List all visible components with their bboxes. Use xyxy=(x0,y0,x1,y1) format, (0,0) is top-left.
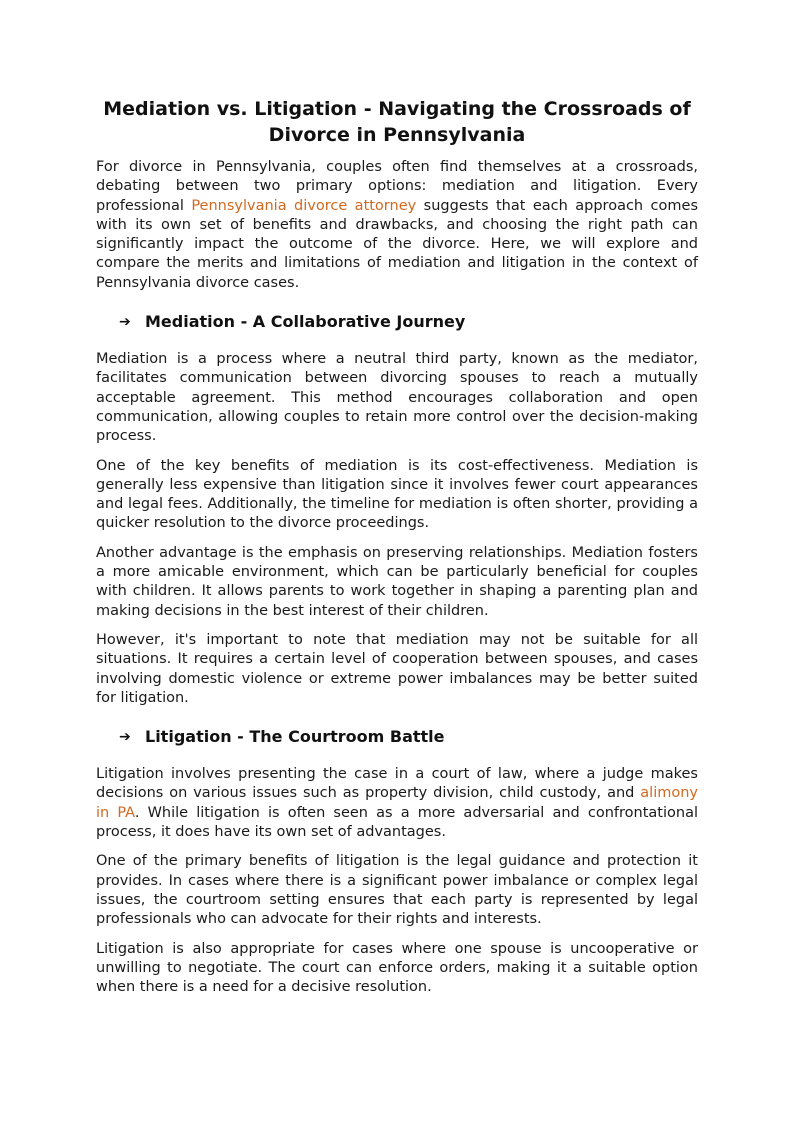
intro-paragraph xyxy=(96,158,698,293)
pennsylvania-divorce-attorney-link[interactable]: Pennsylvania divorce attorney xyxy=(191,197,417,214)
alimony-in-pa-link[interactable]: alimony in PA xyxy=(96,785,698,821)
litigation-text-end: . While litigation is often seen as a more adversarial and confrontational process, it does have its own set of advantages. xyxy=(96,804,698,841)
litigation-heading xyxy=(119,726,698,748)
litigation-text-start: Litigation involves presenting the case in a court of law, where a judge makes decisions on various issues such as property division, child custody, and xyxy=(96,766,698,802)
mediation-paragraph-2: One of the key benefits of mediation is its cost-effectiveness. Mediation is generally less expensive than litigation since it involves fewer court appearances and legal fees. Additionally, the timeline for mediation is often shorter, providing a quicker resolution to the divorce proceedings. xyxy=(96,457,698,532)
litigation-paragraph-1 xyxy=(96,765,698,842)
litigation-heading-text: Litigation - The Courtroom Battle xyxy=(145,727,445,747)
mediation-heading xyxy=(119,311,698,333)
intro-text-end: suggests that each approach comes with its own set of benefits and drawbacks, and choosing the right path can significantly impact the outcome of the divorce. Here, we will explore and compare the merits and limitations of mediation and litigation in the context of Pennsylvania divorce cases. xyxy=(96,197,699,291)
arrow-right-icon: ➔ xyxy=(119,314,131,331)
mediation-heading-text: Mediation - A Collaborative Journey xyxy=(145,312,466,332)
mediation-paragraph-1: Mediation is a process where a neutral third party, known as the mediator, facilitates communication between divorcing spouses to reach a mutually acceptable agreement. This method encourages collaboration and open communication, allowing couples to retain more control over the decision-making process. xyxy=(96,351,698,445)
mediation-paragraph-3: Another advantage is the emphasis on preserving relationships. Mediation fosters a more amicable environment, which can be particularly beneficial for couples with children. It allows parents to work together in shaping a parenting plan and making decisions in the best interest of their children. xyxy=(96,544,698,619)
intro-text-start: For divorce in Pennsylvania, couples often find themselves at a crossroads, debating between two primary options: mediation and litigation. Every professional xyxy=(96,159,698,214)
litigation-paragraph-3: Litigation is also appropriate for cases where one spouse is uncooperative or unwilling to negotiate. The court can enforce orders, making it a suitable option when there is a need for a decisive resolution. xyxy=(96,940,698,996)
arrow-right-icon: ➔ xyxy=(119,729,131,746)
document-page xyxy=(96,96,698,1007)
litigation-paragraph-2: One of the primary benefits of litigation is the legal guidance and protection it provides. In cases where there is a significant power imbalance or complex legal issues, the courtroom setting ensures that each party is represented by legal professionals who can advocate for their rights and interests. xyxy=(96,853,698,928)
mediation-paragraph-4: However, it's important to note that mediation may not be suitable for all situations. It requires a certain level of cooperation between spouses, and cases involving domestic violence or extreme power imbalances may be better suited for litigation. xyxy=(96,631,698,706)
page-title: Mediation vs. Litigation - Navigating the Crossroads of Divorce in Pennsylvania xyxy=(103,98,691,146)
